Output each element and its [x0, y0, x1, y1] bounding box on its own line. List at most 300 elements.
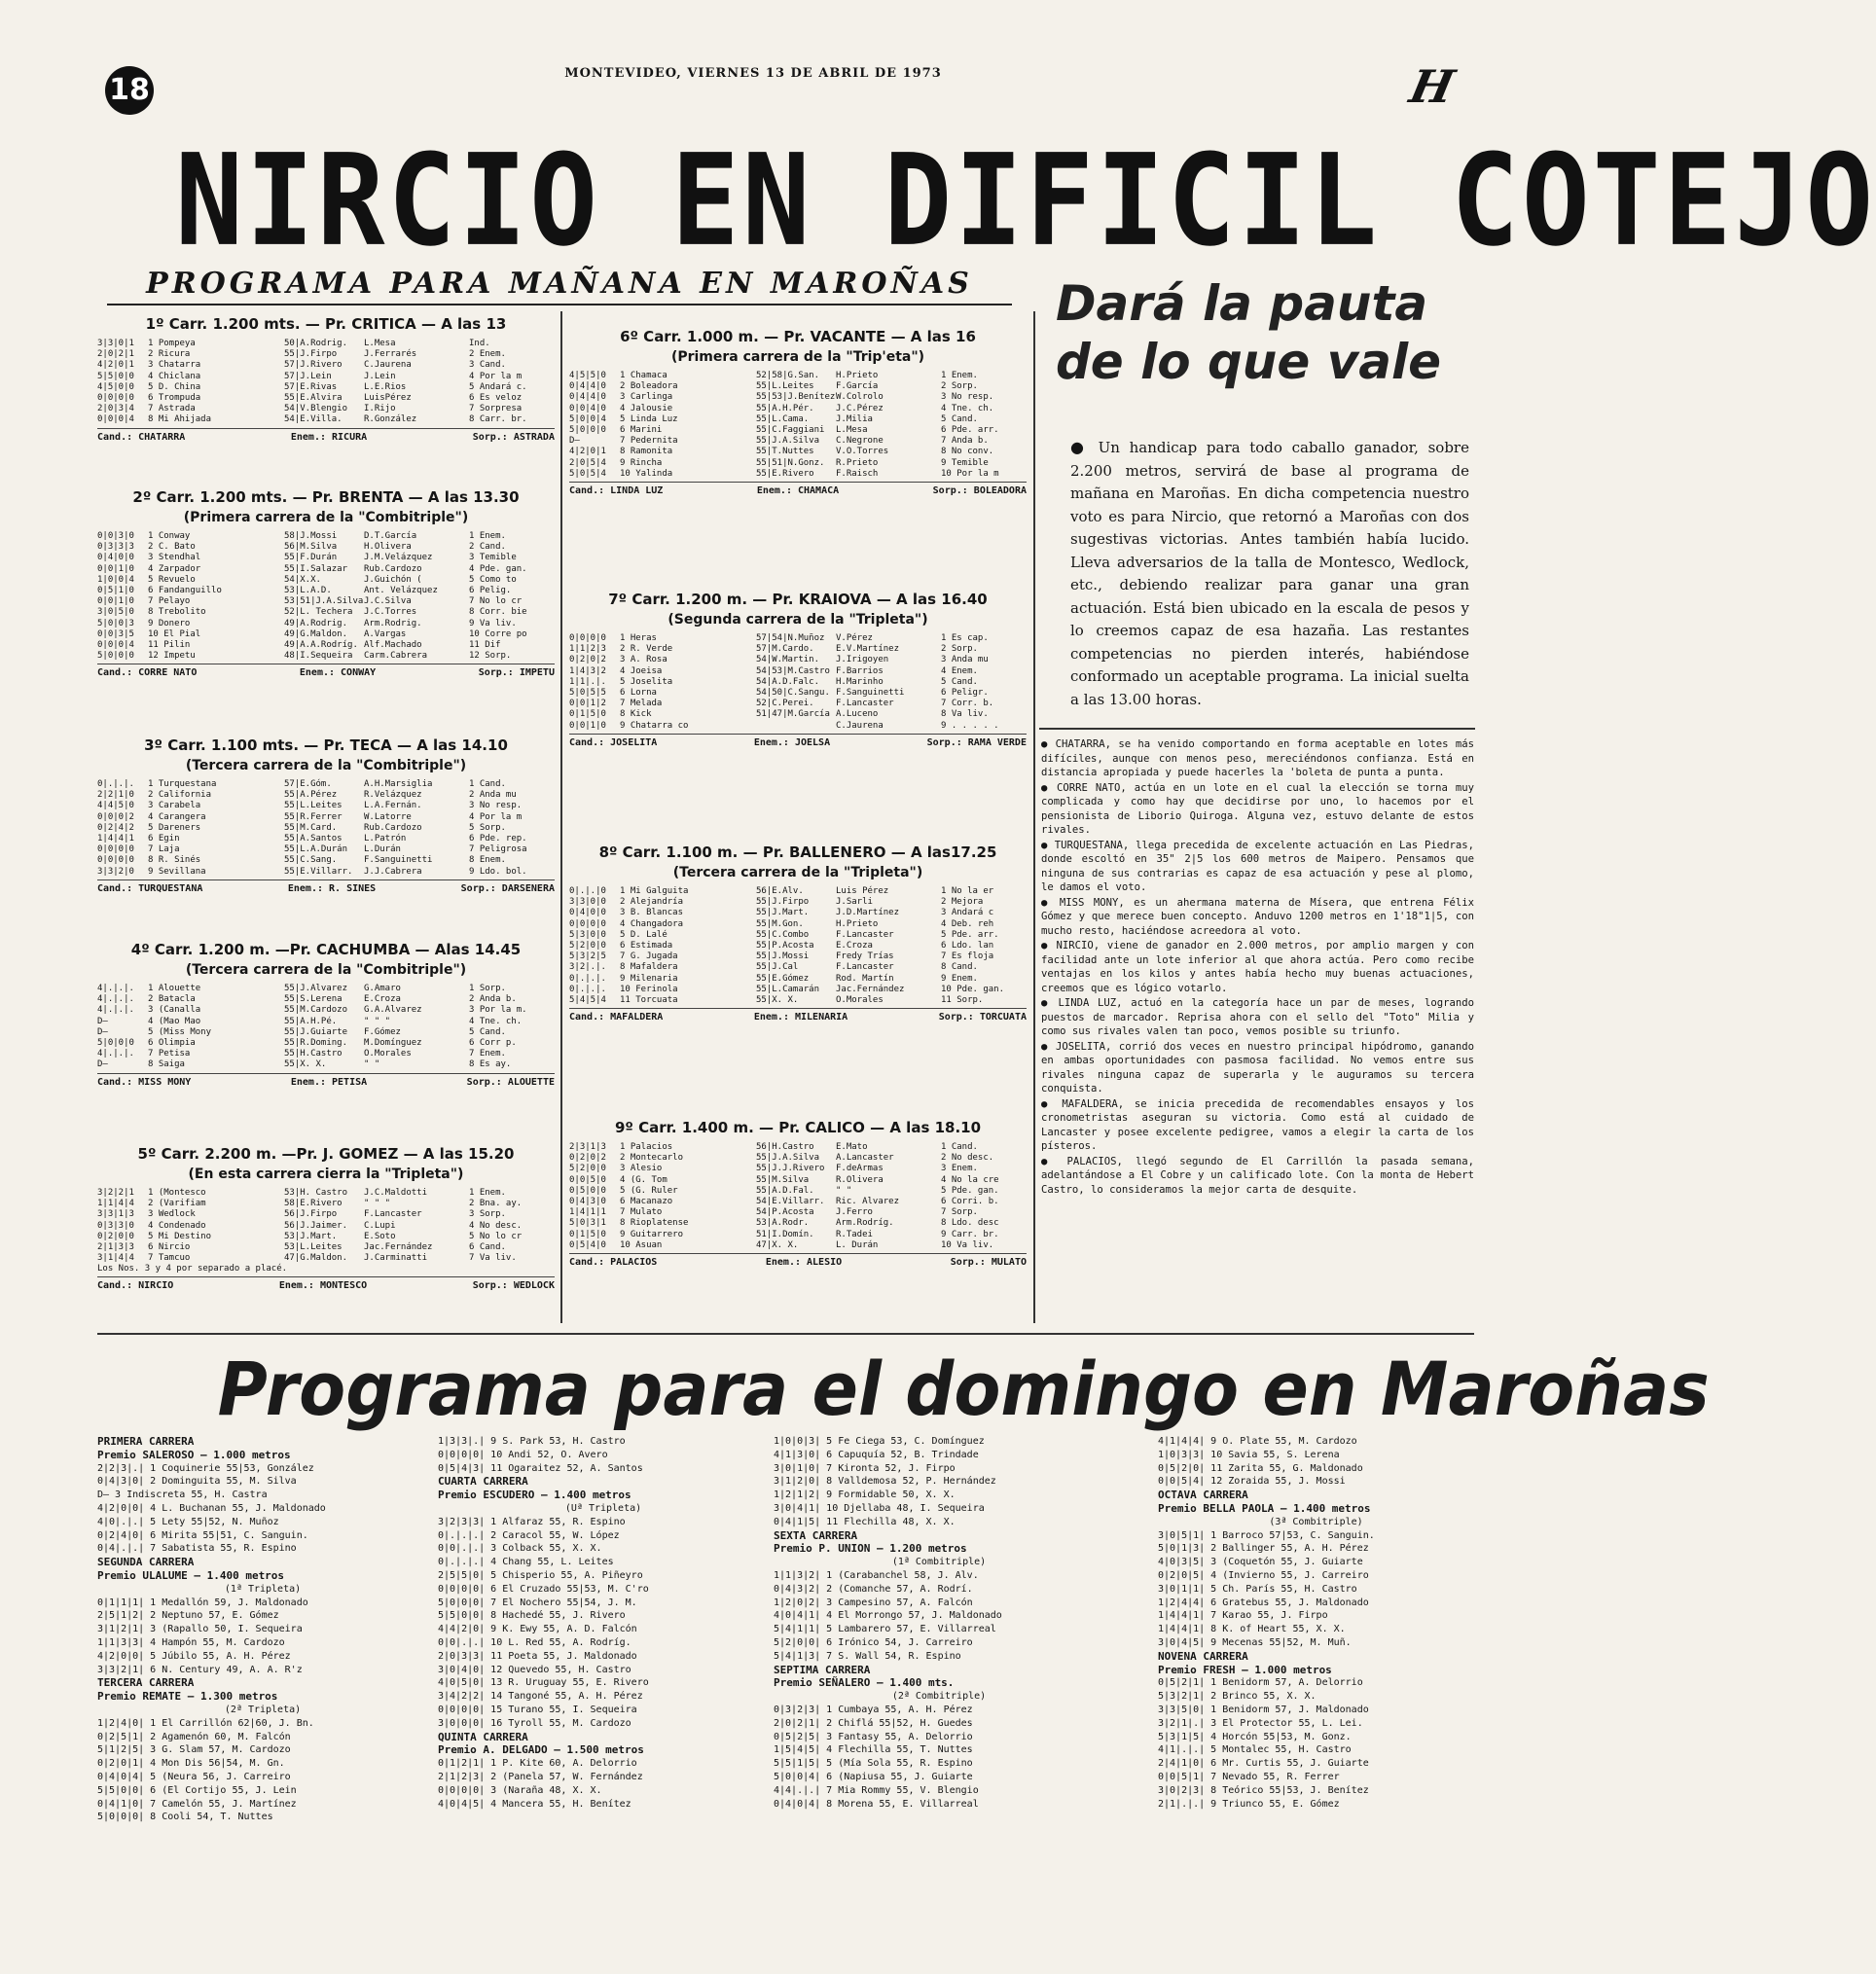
entry-row: 3|0|0|0| 16 Tyroll 55, M. Cardozo: [438, 1717, 631, 1729]
pick-enemy: Enem.: RICURA: [290, 431, 368, 443]
form-record: 1|1|4|4: [97, 1199, 134, 1209]
comment: 4 Tne. ch.: [469, 1016, 523, 1026]
form-record: 0|0|0|0: [569, 918, 606, 929]
entry-row: 0|5|2|0| 11 Zarita 55, G. Maldonado: [1158, 1462, 1363, 1474]
entry-row: 0|1|2|1| 1 P. Kite 60, A. Delorrio: [438, 1758, 637, 1770]
form-record: 3|0|5|0: [97, 607, 134, 618]
jockey-weight: 55|J.Alvarez: [284, 984, 348, 993]
jockey-weight: 53|H. Castro: [284, 1188, 348, 1198]
jockey-weight: 55|X. X.: [284, 1059, 327, 1070]
form-record: 0|.|.|0: [569, 886, 606, 896]
form-record: 0|5|1|0: [97, 586, 134, 596]
runner-row: [97, 651, 555, 662]
trainer-name: J.C.Maldotti: [364, 1188, 428, 1198]
race-title: SEPTIMA CARRERA: [774, 1663, 871, 1676]
horse-name: 8 R. Sinés: [148, 855, 201, 866]
jockey-weight: 55|J.Cal: [756, 962, 799, 973]
horse-name: 5 Revuelo: [148, 574, 196, 585]
horse-name: 11 Torcuata: [620, 995, 678, 1006]
race-prize: Premio FRESH — 1.000 metros: [1158, 1663, 1332, 1676]
entry-row: 0|5|2|1| 1 Benidorm 57, A. Delorrio: [1158, 1677, 1363, 1689]
horse-name: 6 Olimpia: [148, 1038, 196, 1049]
comment: 9 Ldo. bol.: [469, 866, 527, 877]
jockey-weight: 54|50|C.Sangu.: [756, 688, 830, 699]
entry-row: 4|0|4|1| 4 El Morrongo 57, J. Maldonado: [774, 1610, 1002, 1622]
entry-row: 2|4|1|0| 6 Mr. Curtis 55, J. Guiarte: [1158, 1758, 1369, 1770]
entry-row: 2|0|3|3| 11 Poeta 55, J. Maldonado: [438, 1650, 637, 1662]
pick-surprise: Sorp.: RAMA VERDE: [926, 736, 1027, 748]
runner-row: [569, 897, 1027, 908]
comment: 5 No lo cr: [469, 1231, 523, 1241]
form-record: 0|0|0|4: [97, 414, 134, 425]
comment: 1 Es cap.: [941, 633, 989, 643]
race-bet-note: (2ª Tripleta): [224, 1704, 302, 1715]
runner-row: [569, 1218, 1027, 1229]
jockey-weight: 56|E.Alv.: [756, 886, 804, 896]
trainer-name: Rub.Cardozo: [364, 563, 422, 574]
horse-name: 6 Egin: [148, 834, 180, 844]
trainer-name: F.deArmas: [836, 1164, 884, 1174]
race-note: Los Nos. 3 y 4 por separado a placé.: [97, 1264, 288, 1274]
entry-row: 4|2|0|0| 4 L. Buchanan 55, J. Maldonado: [97, 1502, 326, 1514]
form-record: 4|5|5|0: [569, 371, 606, 380]
form-record: 0|4|0|0: [569, 908, 606, 918]
comment: 8 Cand.: [941, 962, 978, 973]
form-record: 5|3|2|5: [569, 951, 606, 962]
comment: 1 Cand.: [469, 779, 506, 789]
form-record: D—: [97, 1016, 108, 1026]
comment: 3 No resp.: [941, 392, 994, 403]
note-item: [1041, 1155, 1474, 1198]
comment: 7 No lo cr: [469, 596, 523, 607]
trainer-name: R.Tadei: [836, 1229, 873, 1239]
comment: 10 Por la m: [941, 468, 999, 479]
horse-name: 5 D. China: [148, 381, 201, 392]
comment: 6 Ldo. lan: [941, 941, 994, 951]
runner-row: [97, 1059, 555, 1070]
entry-row: 1|2|0|2| 3 Campesino 57, A. Falcón: [774, 1597, 973, 1608]
race-bet-note: (3ª Combitriple): [1269, 1516, 1363, 1527]
race-subheading: (Tercera carrera de la "Tripleta"): [672, 865, 923, 880]
jockey-weight: 55|I.Salazar: [284, 563, 348, 574]
trainer-name: J.Ferrarés: [364, 349, 417, 360]
jockey-weight: 55|J.A.Silva: [756, 436, 820, 447]
horse-name: 5 Dareners: [148, 822, 201, 833]
runner-row: [569, 458, 1027, 469]
note-text: JOSELITA, corrió dos veces en nuestro principal hipódromo, ganando en ambas oportunidades con pasmosa facilidad. No vemos entre sus rivales ninguna capaz de superarla y le auguramos su tercera conquista.: [1041, 1040, 1474, 1095]
comment: 2 Mejora: [941, 897, 984, 908]
jockey-weight: 55|P.Acosta: [756, 941, 814, 951]
runner-row: [569, 886, 1027, 897]
runner-row: [569, 930, 1027, 941]
comment: 7 Peligrosa: [469, 844, 527, 855]
jockey-weight: 55|F.Durán: [284, 553, 338, 563]
jockey-weight: 54|X.X.: [284, 574, 321, 585]
runner-row: [97, 1209, 555, 1220]
comment: 6 Cand.: [469, 1242, 506, 1253]
entry-row: 0|5|2|5| 3 Fantasy 55, A. Delorrio: [774, 1731, 973, 1742]
runner-row: [97, 1221, 555, 1232]
note-text: MAFALDERA, se inicia precedida de recomendables ensayos y los cronometristas aseguran su victoria. Como está al cuidado de Lancaster y posee excelente pedigree, vamos a elegir la carta de los písteros.: [1041, 1097, 1474, 1152]
race-block: [97, 939, 555, 1092]
entry-row: 1|0|0|3| 5 Fe Ciega 53, C. Domínguez: [774, 1436, 985, 1447]
runner-row: [569, 447, 1027, 457]
jockey-weight: 55|J.Mart.: [756, 908, 810, 918]
trainer-name: L.Patrón: [364, 834, 407, 844]
trainer-name: J.Guichón (: [364, 574, 422, 585]
runner-list: [97, 339, 555, 426]
entry-row: 0|1|1|1| 1 Medallón 59, J. Maldonado: [97, 1597, 308, 1608]
comment: 7 Anda b.: [941, 436, 989, 447]
entry-row: 0|0|.|.| 10 L. Red 55, A. Rodríg.: [438, 1636, 631, 1648]
jockey-weight: 55|S.Lerena: [284, 994, 343, 1005]
jockey-weight: 54|W.Martin.: [756, 655, 820, 665]
form-record: 3|3|0|1: [97, 339, 134, 348]
form-record: 0|4|0|0: [97, 553, 134, 563]
horse-name: 4 Joeisa: [620, 665, 663, 676]
trainer-name: J.C.Pérez: [836, 403, 884, 413]
trainer-name: Rub.Cardozo: [364, 822, 422, 833]
form-record: 4|.|.|.: [97, 1049, 134, 1059]
horse-name: 9 Rincha: [620, 457, 663, 468]
runner-row: [569, 1207, 1027, 1218]
form-record: 5|5|0|0: [97, 371, 134, 381]
entry-row: 5|3|2|1| 2 Brinco 55, X. X.: [1158, 1691, 1317, 1703]
horse-name: 7 Astrada: [148, 404, 196, 414]
entry-row: 2|5|1|2| 2 Neptuno 57, E. Gómez: [97, 1610, 279, 1622]
runner-row: [97, 607, 555, 618]
horse-name: 2 C. Bato: [148, 542, 196, 553]
pick-enemy: Enem.: JOELSA: [753, 736, 831, 748]
comment: 4 Tne. ch.: [941, 403, 994, 413]
note-text: TURQUESTANA, llega precedida de excelente actuación en Las Piedras, donde escoltó en 35" 2|5 los 600 metros de Maipero. Pensamos que ninguna de sus contrarias es capaz de esa actuación y pese al plomo, le damos el voto.: [1041, 839, 1474, 893]
jockey-weight: 47|X. X.: [756, 1239, 799, 1250]
jockey-weight: 53|J.Mart.: [284, 1231, 338, 1241]
form-record: 5|0|0|3: [97, 618, 134, 628]
runner-list: [569, 371, 1027, 480]
entry-row: 0|2|0|5| 4 (Invierno 55, J. Carreiro: [1158, 1569, 1369, 1581]
trainer-name: C.Jaurena: [836, 720, 884, 731]
main-headline: NIRCIO EN DIFICIL COTEJO: [175, 127, 1876, 275]
form-record: 2|0|2|1: [97, 349, 134, 360]
horse-name: 9 Guitarrero: [620, 1229, 684, 1239]
trainer-name: J.Irigoyen: [836, 655, 889, 665]
trainer-name: F.Lancaster: [836, 699, 894, 709]
comment: 5 Pde. arr.: [941, 929, 999, 940]
trainer-name: W.Latorre: [364, 811, 412, 822]
runner-row: [569, 414, 1027, 425]
jockey-weight: 49|G.Maldon.: [284, 628, 348, 639]
horse-name: 9 Milenaria: [620, 973, 678, 984]
form-record: 0|.|.|.: [569, 984, 606, 994]
form-record: 0|0|0|0: [97, 844, 134, 855]
entry-row: 5|4|1|1| 5 Lambarero 57, E. Villarreal: [774, 1624, 996, 1635]
race-heading: 9º Carr. 1.400 m. — Pr. CALICO — A las 18.10: [614, 1119, 982, 1136]
jockey-weight: 55|J.Mossi: [756, 951, 810, 962]
entry-row: 0|.|.|.| 4 Chang 55, L. Leites: [438, 1557, 614, 1568]
horse-name: 3 Chatarra: [148, 360, 201, 371]
jockey-weight: 49|A.Rodrig.: [284, 618, 348, 628]
comment: 4 No desc.: [469, 1220, 523, 1231]
bullet-icon: ●: [1041, 896, 1060, 909]
jockey-weight: 55|E.Villarr.: [284, 866, 353, 877]
trainer-name: " ": [836, 1185, 852, 1196]
runner-list: [97, 984, 555, 1071]
race-subheading: (En esta carrera cierra la "Tripleta"): [188, 1166, 464, 1182]
form-record: 1|1|.|.: [569, 676, 606, 687]
note-text: PALACIOS, llegó segundo de El Carrillón la pasada semana, adelantándose a El Cobre y un calificado lote. Con la monta de Hebert Castro, lo consideramos la mejor carta de desquite.: [1041, 1155, 1474, 1196]
form-record: 5|0|5|5: [569, 688, 606, 699]
jockey-weight: 52|L. Techera: [284, 607, 353, 618]
bullet-icon: ●: [1041, 738, 1056, 750]
horse-name: 3 Carabela: [148, 801, 201, 811]
trainer-name: J.J.Cabrera: [364, 866, 422, 877]
runner-row: [569, 721, 1027, 732]
jockey-weight: 57|J.Lein: [284, 371, 332, 381]
entry-row: D— 3 Indiscreta 55, H. Castra: [97, 1489, 268, 1501]
trainer-name: Rod. Martín: [836, 973, 894, 984]
horse-name: 1 Heras: [620, 633, 657, 643]
entry-row: 5|0|0|4| 6 (Napiusa 55, J. Guiarte: [774, 1771, 973, 1782]
comment: 10 Corre po: [469, 628, 527, 639]
runner-row: [569, 677, 1027, 688]
race-title: CUARTA CARRERA: [438, 1475, 528, 1489]
horse-name: 6 Macanazo: [620, 1197, 673, 1207]
form-record: 2|0|3|4: [97, 404, 134, 414]
form-record: D—: [97, 1059, 108, 1070]
runner-row: [569, 1197, 1027, 1207]
page-number: 18: [105, 66, 154, 115]
form-record: 0|0|0|0: [97, 393, 134, 404]
horse-name: 10 Yalinda: [620, 468, 673, 479]
trainer-name: Arm.Rodríg.: [836, 1218, 894, 1229]
bullet-icon: ●: [1041, 1040, 1057, 1053]
trainer-name: I.Rijo: [364, 404, 396, 414]
trainer-name: Ant. Velázquez: [364, 586, 438, 596]
trainer-name: E.Croza: [836, 941, 873, 951]
comment: 4 Enem.: [941, 665, 978, 676]
pick-candidate: Cand.: MISS MONY: [97, 1076, 192, 1088]
comment: 8 No conv.: [941, 447, 994, 457]
comment: 8 Es ay.: [469, 1059, 512, 1070]
trainer-name: J.Sarli: [836, 897, 873, 908]
form-record: 4|5|0|0: [97, 381, 134, 392]
jockey-weight: 57|E.Rivas: [284, 381, 338, 392]
race-heading: 7º Carr. 1.200 m. — Pr. KRAIOVA — A las 16.40: [608, 591, 988, 608]
form-record: 5|0|0|4: [569, 413, 606, 424]
race-heading: 1º Carr. 1.200 mts. — Pr. CRITICA — A las 13: [145, 315, 507, 333]
horse-name: 5 Linda Luz: [620, 413, 678, 424]
comment: 5 Cand.: [469, 1026, 506, 1037]
runner-row: [97, 1188, 555, 1199]
runner-row: [569, 1142, 1027, 1153]
comment: 1 Enem.: [941, 371, 978, 380]
form-record: 5|2|0|0: [569, 941, 606, 951]
entry-row: 0|0|0|0| 15 Turano 55, I. Sequeira: [438, 1704, 637, 1715]
horse-name: 7 G. Jugada: [620, 951, 678, 962]
jockey-weight: 55|J.A.Silva: [756, 1153, 820, 1164]
runner-row: [97, 575, 555, 586]
runner-row: [97, 790, 555, 801]
race-prize: Premio SEÑALERO — 1.400 mts.: [774, 1676, 955, 1690]
horse-name: 4 Condenado: [148, 1220, 206, 1231]
entry-row: 5|0|0|0| 7 El Nochero 55|54, J. M.: [438, 1597, 637, 1608]
horse-name: 5 Mi Destino: [148, 1231, 212, 1241]
runner-row: [97, 372, 555, 382]
jockey-weight: 53|A.Rodr.: [756, 1218, 810, 1229]
horse-name: 9 Donero: [148, 618, 191, 628]
horse-name: 2 Montecarlo: [620, 1153, 684, 1164]
dateline: MONTEVIDEO, VIERNES 13 DE ABRIL DE 1973: [564, 66, 942, 81]
runner-row: [97, 1199, 555, 1209]
pick-candidate: Cand.: LINDA LUZ: [569, 485, 664, 497]
form-record: 0|0|1|0: [569, 720, 606, 731]
horse-name: 2 Boleadora: [620, 381, 678, 392]
runner-row: [569, 655, 1027, 665]
bullet-icon: ●: [1041, 781, 1057, 794]
trainer-name: Jac.Fernández: [836, 984, 905, 994]
bullet-icon: ●: [1041, 997, 1059, 1009]
trainer-name: J.D.Martínez: [836, 908, 900, 918]
entry-row: 5|5|0|0| 6 (El Cortijo 55, J. Lein: [97, 1784, 297, 1796]
lead-text: Un handicap para todo caballo ganador, sobre 2.200 metros, servirá de base al programa de mañana en Maroñas. En dicha competencia nuestro voto es para Nircio, que retornó a Maroñas con dos sugestivas victorias. Antes también había lucido. Lleva adversarios de la talla de Montesco, Wedlock, etc., debiendo realizar para ganar una gran actuación. Está bien ubicado en la escala de pesos y lo creemos capaz de esa hazaña. Las restantes competencias no pierden interés, habiéndose conformado un aceptable programa. La inicial suelta a las 13.00 horas.: [1070, 439, 1469, 708]
horse-name: 6 Nircio: [148, 1242, 191, 1253]
entry-row: 4|4|.|.| 7 Mia Rommy 55, V. Blengio: [774, 1784, 979, 1796]
runner-row: [97, 339, 555, 349]
race-bet-note: (Uª Tripleta): [564, 1502, 642, 1514]
horse-name: 9 Sevillana: [148, 866, 206, 877]
pick-surprise: Sorp.: IMPETU: [478, 667, 555, 679]
comment: 6 Pde. arr.: [941, 425, 999, 436]
entry-row: 3|0|2|3| 8 Teórico 55|53, J. Benítez: [1158, 1784, 1369, 1796]
jockey-weight: 54|E.Villarr.: [756, 1197, 825, 1207]
form-record: 2|1|3|3: [97, 1242, 134, 1253]
form-record: 2|2|1|0: [97, 790, 134, 801]
comment: 10 Pde. gan.: [941, 984, 1005, 994]
pick-candidate: Cand.: NIRCIO: [97, 1280, 174, 1292]
trainer-name: L. Durán: [836, 1239, 879, 1250]
comment: 1 Enem.: [469, 531, 506, 541]
horse-name: 2 Ricura: [148, 349, 191, 360]
comment: 1 No la er: [941, 886, 994, 896]
form-record: 0|0|1|0: [97, 596, 134, 607]
trainer-name: A.Vargas: [364, 628, 407, 639]
runner-row: [569, 392, 1027, 403]
race-picks: [569, 1008, 1027, 1026]
runner-list: [97, 531, 555, 662]
form-record: 3|2|.|.: [569, 962, 606, 973]
race-subheading: (Primera carrera de la "Combitriple"): [183, 510, 469, 525]
race-heading: 5º Carr. 2.200 m. —Pr. J. GOMEZ — A las 15.20: [137, 1145, 515, 1163]
trainer-name: Alf.Machado: [364, 640, 422, 651]
pick-candidate: Cand.: TURQUESTANA: [97, 882, 203, 894]
jockey-weight: 55|C.Sang.: [284, 855, 338, 866]
form-record: D—: [569, 436, 580, 447]
jockey-weight: 57|J.Rivero: [284, 360, 343, 371]
entry-row: 1|3|3|.| 9 S. Park 53, H. Castro: [438, 1436, 626, 1447]
comment: 5 Pde. gan.: [941, 1185, 999, 1196]
sunday-column: [1158, 1435, 1474, 1811]
runner-row: [569, 644, 1027, 655]
jockey-weight: 55|M.Gon.: [756, 918, 804, 929]
horse-name: 4 Zarpador: [148, 563, 201, 574]
section-divider: [97, 1333, 1474, 1335]
race-picks: [569, 1253, 1027, 1272]
comment: 5 Cand.: [941, 676, 978, 687]
entry-row: 3|2|1|.| 3 El Protector 55, L. Lei.: [1158, 1717, 1363, 1729]
trainer-name: F.Sanguinetti: [364, 855, 433, 866]
comment: 1 Enem.: [469, 1188, 506, 1198]
comment: 9 Temible: [941, 457, 989, 468]
entry-row: 5|5|1|5| 5 (Mía Sola 55, R. Espino: [774, 1758, 973, 1770]
horse-name: 1 (Montesco: [148, 1188, 206, 1198]
comment: 7 Sorpresa: [469, 404, 523, 414]
trainer-name: H.Prieto: [836, 371, 879, 380]
race-picks: [569, 734, 1027, 752]
jockey-weight: 55|A.D.Fal.: [756, 1185, 814, 1196]
pick-surprise: Sorp.: WEDLOCK: [472, 1280, 555, 1292]
form-record: 0|3|3|3: [97, 542, 134, 553]
runner-list: [569, 1142, 1027, 1251]
pick-surprise: Sorp.: TORCUATA: [938, 1012, 1027, 1023]
entry-row: 5|5|0|0| 8 Hachedé 55, J. Rivero: [438, 1610, 626, 1622]
bullet-icon: ●: [1041, 839, 1055, 851]
runner-row: [569, 633, 1027, 644]
runner-list: [569, 633, 1027, 732]
runner-row: [569, 371, 1027, 381]
trainer-name: W.Colrolo: [836, 392, 884, 403]
jockey-weight: 56|M.Silva: [284, 542, 338, 553]
runner-row: [569, 951, 1027, 962]
horse-name: 8 Saiga: [148, 1059, 185, 1070]
horse-name: 4 Carangera: [148, 811, 206, 822]
horse-name: 11 Pilin: [148, 640, 191, 651]
trainer-name: Luis Pérez: [836, 886, 889, 896]
entry-row: 0|0|0|0| 3 (Naraña 48, X. X.: [438, 1784, 602, 1796]
runner-row: [569, 425, 1027, 436]
runner-row: [97, 984, 555, 994]
horse-name: 6 Estimada: [620, 941, 673, 951]
pick-enemy: Enem.: R. SINES: [287, 882, 377, 894]
race-block: [97, 1143, 555, 1295]
comment: 6 Corri. b.: [941, 1197, 999, 1207]
entry-row: 0|4|1|5| 11 Flechilla 48, X. X.: [774, 1516, 956, 1527]
comment: 8 Carr. br.: [469, 414, 527, 425]
runner-row: [569, 1153, 1027, 1164]
horse-name: 7 Pedernita: [620, 436, 678, 447]
race-subheading: (Tercera carrera de la "Combitriple"): [185, 962, 467, 978]
form-record: D—: [97, 1026, 108, 1037]
race-title: TERCERA CARRERA: [97, 1676, 195, 1690]
runner-row: [97, 531, 555, 542]
horse-name: 7 Pelayo: [148, 596, 191, 607]
form-record: 0|0|0|0: [569, 633, 606, 643]
entry-row: 1|1|3|2| 1 (Carabanchel 58, J. Alv.: [774, 1569, 979, 1581]
pick-surprise: Sorp.: BOLEADORA: [932, 485, 1027, 497]
entry-row: 0|0|0|0| 10 Andi 52, O. Avero: [438, 1449, 608, 1460]
horse-name: 4 (G. Tom: [620, 1174, 667, 1185]
horse-name: 6 Marini: [620, 425, 663, 436]
entry-row: 5|2|0|0| 6 Irónico 54, J. Carreiro: [774, 1636, 973, 1648]
comment: 3 Enem.: [941, 1164, 978, 1174]
horse-name: 7 Tamcuo: [148, 1253, 191, 1264]
form-record: 3|1|4|4: [97, 1253, 134, 1264]
horse-name: 5 D. Lalé: [620, 929, 667, 940]
pick-enemy: Enem.: CHAMACA: [756, 485, 840, 497]
jockey-weight: 55|E.Rivero: [756, 468, 814, 479]
jockey-weight: 57|54|N.Muñoz: [756, 633, 825, 643]
race-prize: Premio BELLA PAOLA — 1.400 metros: [1158, 1501, 1371, 1515]
